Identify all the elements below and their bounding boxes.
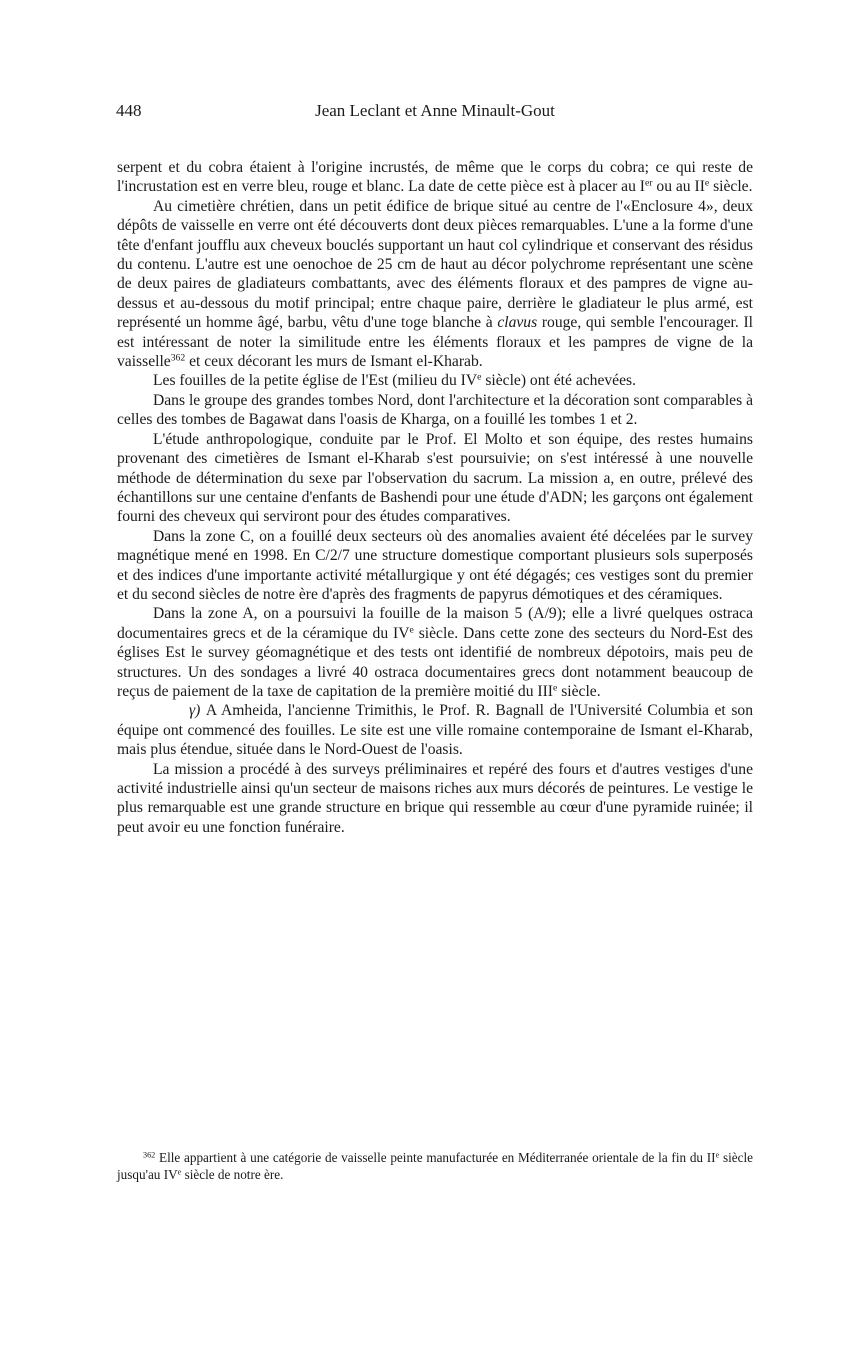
paragraph-surveys: La mission a procédé à des surveys préliminaires et repéré des fours et d'autres vestiges d'une activité industrielle ainsi qu'un secteur de maisons riches aux murs décorés de peintures. Le vestige le plus remarquable est une grande structure en brique qui ressemble au cœur d'une pyramide ruinée; il peut avoir eu une fonction funéraire. — [117, 760, 753, 836]
section-label: γ) — [189, 702, 201, 720]
paragraph-zone-a: Dans la zone A, on a poursuivi la fouille de la maison 5 (A/9); elle a livré quelques ostraca documentaires grecs et de la céramique du IVe siècle. Dans cette zone des secteurs du Nord-Est des églises Est le survey géomagnétique et des tests ont identifié de nombreux dépotoirs, mais peu de structures. Un des sondages a livré 40 ostraca documentaires grecs dont notamment beaucoup de reçus de paiement de la taxe de capitation de la première moitié du IIIe siècle. — [117, 605, 754, 700]
paragraph-zone-c: Dans la zone C, on a fouillé deux secteurs où des anomalies avaient été décelées par le survey magnétique mené en 1998. En C/2/7 une structure domestique comportant plusieurs sols superposés et des indices d'une importante activité métallurgique y ont été dégagés; ces vestiges sont du premier et du second siècles de notre ère d'après des fragments de papyrus démotiques et des céramiques. — [117, 527, 753, 603]
page-number: 448 — [116, 101, 142, 120]
paragraph-east-church: Les fouilles de la petite église de l'Est (milieu du IVe siècle) ont été achevées. — [153, 372, 636, 390]
paragraph-christian-cemetery: Au cimetière chrétien, dans un petit édifice de brique situé au centre de l'«Enclosure 4», deux dépôts de vaisselle en verre ont été découverts dont deux pièces remarquables. L'une a la forme d'une tête d'enfant joufflu aux cheveux bouclés supportant un haut col cylindrique et conservant des résidus du contenu. L'autre est une oenochoe de 25 cm de haut au décor polychrome représentant une scène de deux paires de gladiateurs combattants, avec des éléments floraux et des pampres de vigne au-dessus et au-dessous du motif principal; entre chaque paire, derrière le gladiateur le plus armé, est représenté un homme âgé, barbu, vêtu d'une toge blanche à clavus rouge, qui semble l'encourager. Il est intéressant de noter la similitude entre les éléments floraux et les pampres de vigne de la vaisselle$^{362}$ et ceux décorant les murs de Ismant el-Kharab. — [117, 197, 753, 371]
page-header — [116, 101, 754, 125]
footnote — [117, 1150, 753, 1183]
running-head: Jean Leclant et Anne Minault-Gout — [315, 101, 555, 120]
paragraph-north-tombs: Dans le groupe des grandes tombes Nord, dont l'architecture et la décoration sont comparables à celles des tombes de Bagawat dans l'oasis de Kharga, on a fouillé les tombes 1 et 2. — [117, 391, 753, 429]
footnote-reference: 362 — [170, 352, 186, 364]
paragraph-continuation: serpent et du cobra étaient à l'origine incrustés, de même que le corps du cobra; ce qui reste de l'incrustation est en verre bleu, rouge et blanc. La date de cette pièce est à placer au Ier ou au IIe siècle. — [117, 159, 753, 196]
footnote-362: $^{362}$ Elle appartient à une catégorie de vaisselle peinte manufacturée en Méditerranée orientale de la fin du IIe siècle jusqu'au IVe siècle de notre ère. — [117, 1150, 753, 1182]
paragraph-anthropology: L'étude anthropologique, conduite par le Prof. El Molto et son équipe, des restes humains provenant des cimetières de Ismant el-Kharab s'est poursuivie; on s'est intéressé à une nouvelle méthode de détermination du sexe par l'observation du sacrum. La mission a, en outre, prélevé des échantillons sur une centaine d'enfants de Bashendi pour une étude d'ADN; les garçons ont également fourni des cheveux qui serviront pour des études comparatives. — [117, 430, 753, 526]
paragraph-amheida: γ) A Amheida, l'ancienne Trimithis, le Prof. R. Bagnall de l'Université Columbia et son équipe ont commencé des fouilles. Le site est une ville romaine contemporaine de Ismant el-Kharab, mais plus étendue, située dans le Nord-Ouest de l'oasis. — [117, 702, 753, 759]
footnote-number: 362 — [143, 1150, 156, 1160]
body-text — [117, 158, 753, 837]
